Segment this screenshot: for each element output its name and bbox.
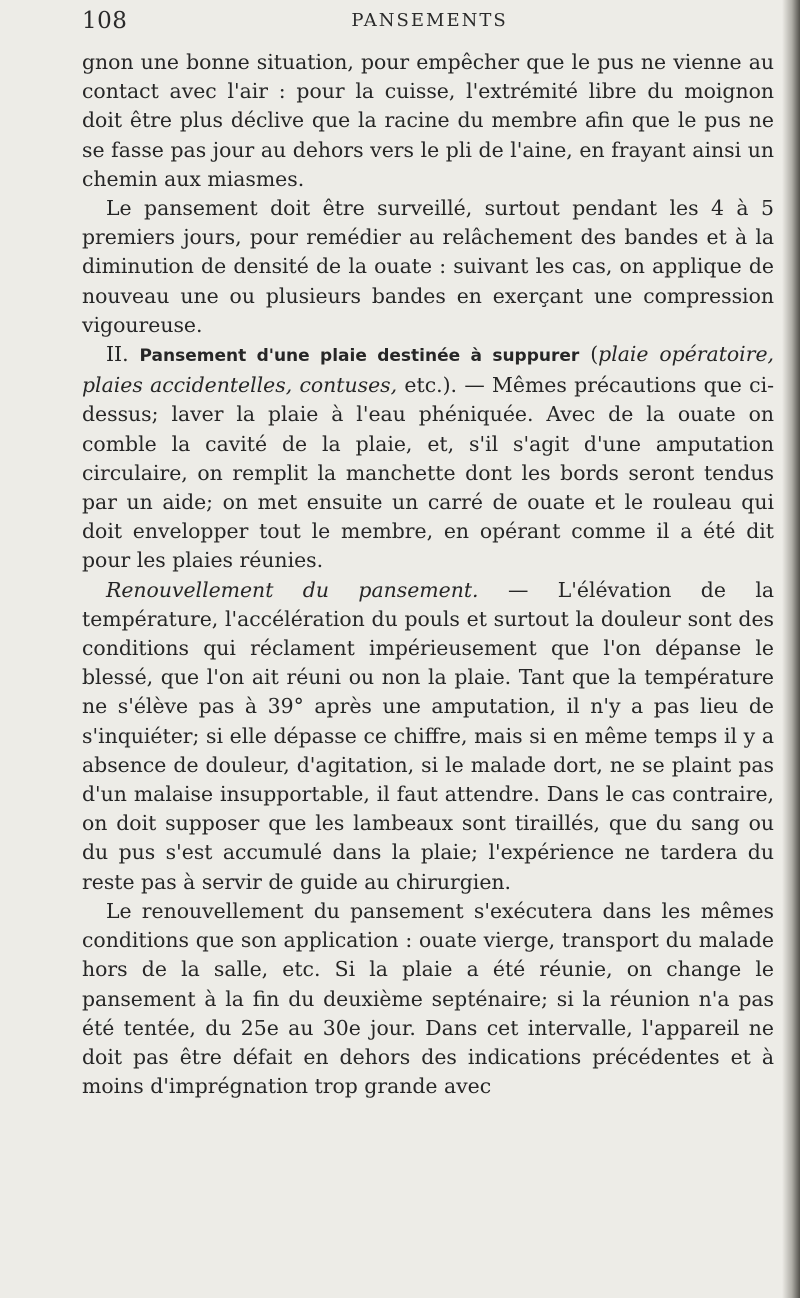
section-heading: Pansement d'une plaie destinée à suppurer — [139, 346, 580, 367]
section-number: II. — [106, 342, 129, 367]
body-text — [82, 48, 774, 1101]
open-paren: ( — [590, 342, 599, 367]
paragraph-4-text: — L'élévation de la température, l'accélération du pouls et surtout la douleur sont des conditions qui réclament impérieusement que l'on dépanse le blessé, que l'on ait réuni ou non la plaie. Tant que la température ne s'élève pas à 39° après une amputation, il n'y a pas lieu de s'inquiéter; si elle dépasse ce chiffre, mais si en même temps il y a absence de douleur, d'agitation, si le malade dort, ne se plaint pas d'un malaise insupportable, il faut attendre. Dans le cas contraire, on doit supposer que les lambeaux sont tiraillés, que du sang ou du pus s'est accumulé dans la plaie; l'expérience ne tardera du reste pas à servir de guide au chirurgien. — [82, 577, 775, 894]
subheading-renouvellement: Renouvellement du pansement. — [106, 577, 479, 602]
running-title: PANSEMENTS — [351, 10, 508, 31]
section-italic-note: plaie opératoire, plaies accidentelles, contuses, — [82, 342, 774, 398]
page-edge-shadow — [782, 0, 800, 1298]
paragraph-4 — [82, 576, 774, 897]
paragraph-5: Le renouvellement du pansement s'exécutera dans les mêmes conditions que son application : ouate vierge, transport du malade hors de la salle, etc. Si la plaie a été réunie, on change le pansement à la fin du deuxième septénaire; si la réunion n'a pas été tentée, du 25e au 30e jour. Dans cet intervalle, l'appareil ne doit pas être défait en dehors des indications précédentes et à moins d'imprégnation trop grande avec — [82, 898, 774, 1099]
paragraph-1: gnon une bonne situation, pour empêcher que le pus ne vienne au contact avec l'air : pour la cuisse, l'extrémité libre du moignon doit être plus déclive que la racine du membre afin que le pus ne se fasse pas jour au dehors vers le pli de l'aine, en frayant ainsi un chemin aux miasmes. — [82, 50, 774, 191]
page-header — [82, 6, 777, 40]
paragraph-3 — [82, 340, 774, 576]
paragraph-3-text: etc.). — Mêmes précautions que ci-dessus; laver la plaie à l'eau phéniquée. Avec de la ouate on comble la cavité de la plaie, et, s'il s'agit d'une amputation circulaire, on remplit la manchette dont les bords seront tendus par un aide; on met ensuite un carré de ouate et le rouleau qui doit envelopper tout le membre, en opérant comme il a été dit pour les plaies réunies. — [82, 373, 774, 573]
page-number: 108 — [82, 8, 128, 34]
paragraph-2: Le pansement doit être surveillé, surtout pendant les 4 à 5 premiers jours, pour remédier au relâchement des bandes et à la diminution de densité de la ouate : suivant les cas, on applique de nouveau une ou plusieurs bandes en exerçant une compression vigoureuse. — [82, 196, 774, 337]
